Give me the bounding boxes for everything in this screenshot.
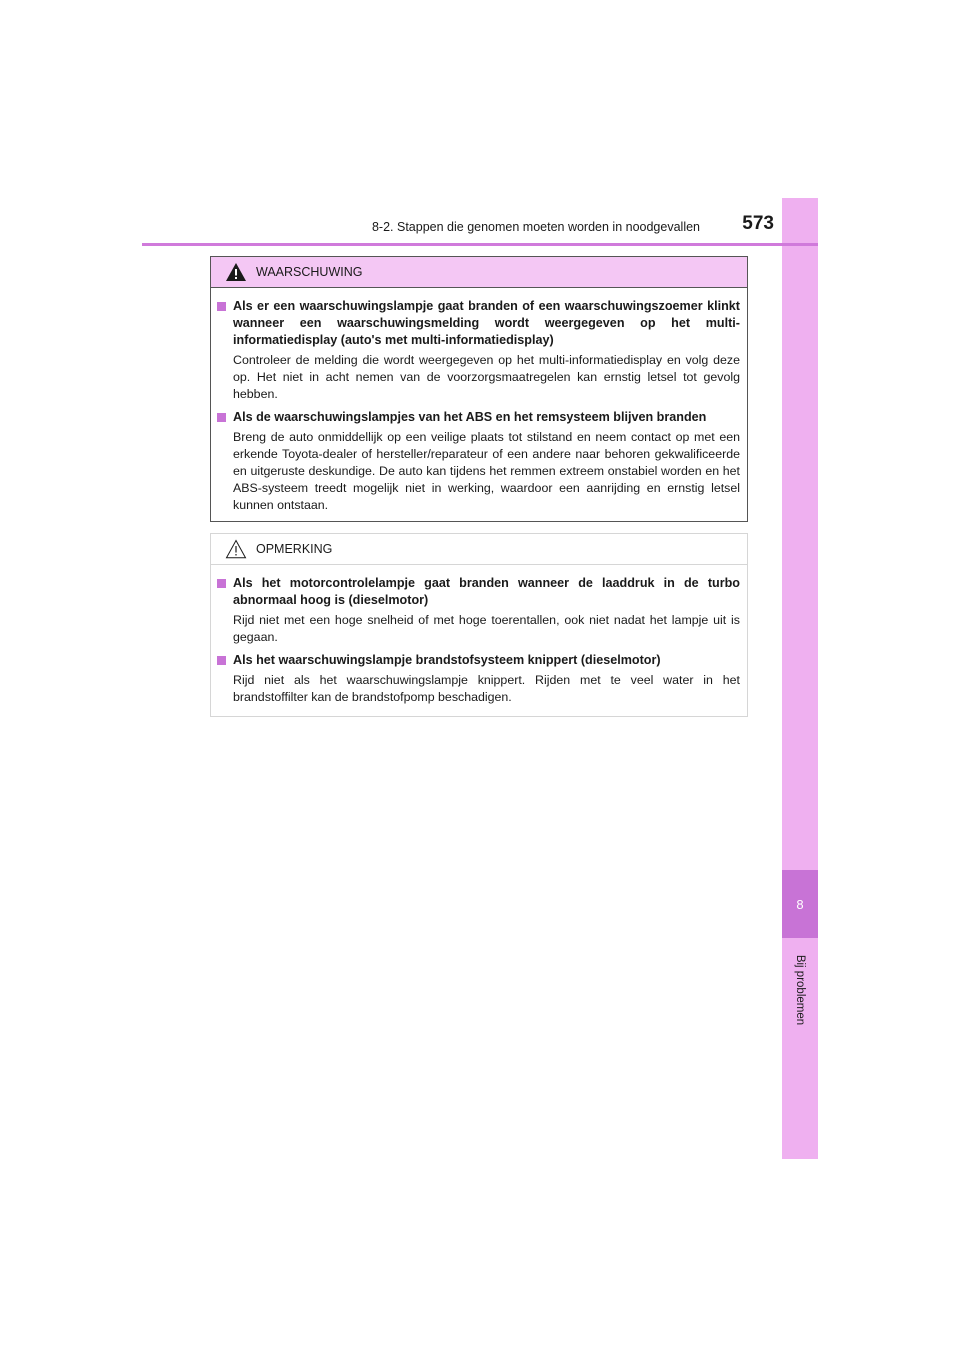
chapter-number-tab [782,870,818,938]
warning-box-header [211,257,747,288]
warning-item [217,409,740,514]
warning-box-body [211,288,747,514]
square-bullet-icon [217,302,226,311]
warning-item-heading: Als er een waarschuwingslampje gaat branden of een waarschuwingszoemer klinkt wanneer een waarschuwingsmelding wordt weergegeven op het multi-informatiedisplay (auto's met multi-informatiedisplay) [217,298,740,349]
note-item-heading: Als het waarschuwingslampje brandstofsysteem knippert (dieselmotor) [217,652,740,669]
note-item-text: Rijd niet als het waarschuwingslampje knippert. Rijden met te veel water in het brandstoffilter kan de brandstofpomp beschadigen. [233,673,740,704]
note-item [217,652,740,706]
square-bullet-icon [217,413,226,422]
square-bullet-icon [217,579,226,588]
note-box-body [211,565,747,706]
warning-box-title: WAARSCHUWING [256,265,363,279]
note-item-heading: Als het motorcontrolelampje gaat branden wanneer de laaddruk in de turbo abnormaal hoog is (dieselmotor) [217,575,740,609]
note-item [217,575,740,646]
note-box [210,533,748,717]
chapter-label-container [782,945,818,1035]
warning-item-text: Breng de auto onmiddellijk op een veilige plaats tot stilstand en neem contact op met een erkende Toyota-dealer of hersteller/reparateur of een andere naar behoren gekwalificeerde en uitgeruste deskundige. De auto kan tijdens het remmen extreem onstabiel worden en het ABS-systeem treedt mogelijk niet in werking, waardoor een aanrijding en ernstig letsel kunnen ontstaan. [233,430,740,512]
chapter-number: 8 [796,896,804,912]
warning-item [217,298,740,403]
page-number: 573 [742,213,774,234]
section-title: 8-2. Stappen die genomen moeten worden in noodgevallen [371,220,700,234]
note-box-title: OPMERKING [256,542,333,556]
warning-item-text: Controleer de melding die wordt weergegeven op het multi-informatiedisplay en volg deze op. Het niet in acht nemen van de voorzorgsmaatregelen kan ernstig letsel tot gevolg hebben. [233,353,740,401]
header-rule [142,243,818,246]
warning-item-heading: Als de waarschuwingslampjes van het ABS en het remsysteem blijven branden [217,409,740,426]
note-item-text: Rijd niet met een hoge snelheid of met hoge toerentallen, ook niet nadat het lampje uit is gegaan. [233,613,740,644]
warning-triangle-filled-icon [225,262,247,282]
square-bullet-icon [217,656,226,665]
note-box-header [211,534,747,565]
warning-box [210,256,748,522]
chapter-label: Bij problemen [794,954,807,1026]
caution-triangle-outline-icon [225,539,247,559]
